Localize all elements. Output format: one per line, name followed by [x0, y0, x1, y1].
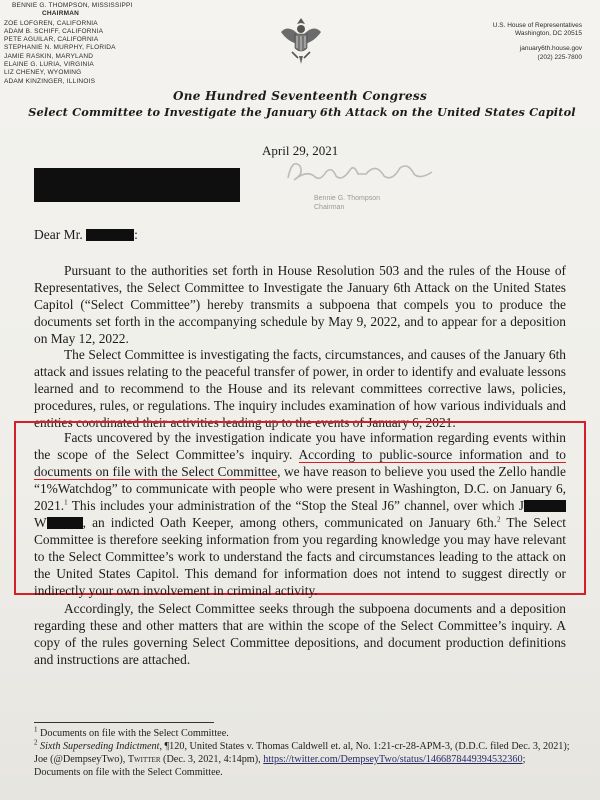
paragraph-3-part: Facts uncovered by the investigation indicate you have information regarding events within the scope of the Select Committee’s inquiry.: [34, 430, 566, 462]
committee-heading: Select Committee to Investigate the January 6th Attack on the United States Capitol: [28, 105, 576, 119]
paragraph-3: [34, 429, 566, 599]
footnote-italic-title: Sixth Superseding Indictment: [37, 741, 160, 752]
member-name: LIZ CHENEY, WYOMING: [4, 69, 82, 77]
member-name: ADAM B. SCHIFF, CALIFORNIA: [4, 27, 104, 35]
footnote-ref-2: 2: [497, 515, 501, 524]
member-name: JAMIE RASKIN, MARYLAND: [4, 52, 94, 60]
footnotes: [34, 727, 574, 779]
footnote-number: 2: [34, 738, 38, 747]
paragraph-1-text: Pursuant to the authorities set forth in House Resolution 503 and the rules of the House of Representatives, the Select Committee to Investigate the January 6th Attack on the United States Capitol (“Select Committee”) hereby transmits a subpoena that compels you to produce the documents set forth in the accompanying schedule by May 9, 2022, and to appear for a deposition on May 12, 2022.: [34, 263, 566, 346]
footnote-twitter-label: Twitter: [127, 754, 161, 765]
member-name: STEPHANIE N. MURPHY, FLORIDA: [4, 44, 116, 52]
chairman-name: BENNIE G. THOMPSON, MISSISSIPPI: [12, 2, 133, 9]
footnote-divider: [34, 722, 214, 723]
tweet-link[interactable]: https://twitter.com/DempseyTwo/status/1466878449394532360: [263, 754, 523, 765]
underlined-phrase: According to public-source information and to documents on file with the Select Committee: [34, 447, 566, 479]
paragraph-4-text: Accordingly, the Select Committee seeks through the subpoena documents and a deposition regarding these and other matters that are within the scope of the Select Committee’s inquiry. A copy of the rules governing Select Committee depositions, and document production definitions and instructions are attached.: [34, 601, 566, 667]
paragraph-2-text: The Select Committee is investigating the facts, circumstances, and causes of the January 6th attack and issues relating to the peaceful transfer of power, in order to identify and evaluate lessons learned and to recommend to the House and its relevant committees corrective laws, policies, procedures, rules, or regulations. The inquiry includes examination of how various individuals and entities coordinated their activities leading up to the events of January 6, 2021.: [34, 347, 566, 430]
paragraph-3-part: , we have reason to believe you used the Zello handle “1%Watchdog” to communicate with people who were present in Washington, D.C. on January 6, 2021.: [34, 464, 566, 513]
member-name: ZOE LOFGREN, CALIFORNIA: [4, 19, 98, 27]
paragraph-2: [34, 346, 566, 431]
member-name: PETE AGUILAR, CALIFORNIA: [4, 36, 99, 44]
footnote-text: , ¶120, United States v. Thomas Caldwell et. al, No. 1:21-cr-28-APM-3, (D.D.C. filed Dec. 3, 2021); Joe (@DempseyTwo),: [34, 741, 570, 765]
committee-members-list: [4, 2, 154, 86]
footnote-text: Documents on file with the Select Committee.: [37, 728, 229, 739]
signature-image: [280, 152, 440, 192]
paragraph-3-part: W: [34, 515, 47, 530]
footnote-ref-1: 1: [64, 498, 68, 507]
signature-title: Chairman: [314, 204, 345, 211]
redacted-name: [524, 500, 566, 512]
redacted-name: [86, 229, 134, 241]
congress-heading: One Hundred Seventeenth Congress: [172, 89, 428, 103]
salutation: [34, 227, 138, 243]
salutation-colon: :: [134, 227, 138, 242]
website-text: january6th.house.gov: [519, 45, 582, 53]
address-line: Washington, DC 20515: [515, 30, 582, 38]
house-seal-icon: [278, 14, 324, 68]
member-name: ELAINE G. LURIA, VIRGINIA: [4, 61, 94, 69]
paragraph-4: [34, 600, 566, 668]
redacted-name: [47, 517, 83, 529]
member-name: ADAM KINZINGER, ILLINOIS: [4, 77, 96, 85]
footnote-text: ; Documents on file with the Select Committee.: [34, 754, 526, 778]
paragraph-1: [34, 262, 566, 347]
chairman-title: CHAIRMAN: [42, 10, 79, 18]
paragraph-3-part: , an indicted Oath Keeper, among others, communicated on January 6th.: [82, 515, 498, 530]
letter-date: April 29, 2021: [262, 143, 339, 158]
address-line: U.S. House of Representatives: [492, 22, 582, 29]
footnote-1: [34, 727, 574, 740]
committee-address: [422, 22, 582, 62]
salutation-prefix: Dear Mr.: [34, 227, 83, 242]
footnote-number: 1: [34, 725, 38, 734]
paragraph-3-text: [34, 429, 566, 599]
paragraph-3-part: This includes your administration of the “Stop the Steal J6” channel, over which J: [67, 498, 524, 513]
footnote-2: [34, 740, 574, 779]
footnote-text: (Dec. 3, 2021, 4:14pm),: [160, 754, 264, 765]
redacted-recipient-address: [34, 168, 240, 202]
signature-caption: [314, 194, 380, 212]
phone-text: (202) 225-7800: [537, 53, 582, 61]
signature-name: Bennie G. Thompson: [314, 195, 381, 202]
paragraph-3-part: The Select Committee is therefore seeking information from you regarding knowledge you may have relevant to the Select Committee’s work to understand the facts and circumstances leading to the attack on the United States Capitol. This demand for information does not intend to suggest directly or indirectly your own involvement in criminal activity.: [34, 515, 566, 598]
